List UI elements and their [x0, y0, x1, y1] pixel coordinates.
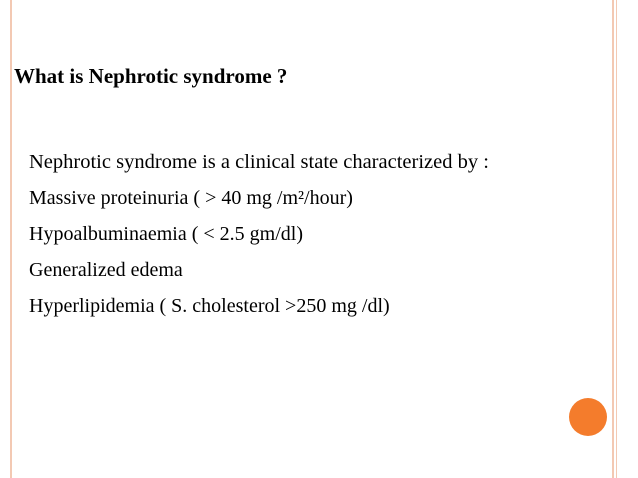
body-line-hyperlipidemia: Hyperlipidemia ( S. cholesterol >250 mg /dl) — [29, 295, 390, 317]
body-line-hypoalbuminaemia: Hypoalbuminaemia ( < 2.5 gm/dl) — [29, 223, 304, 245]
right-border-line-outer — [612, 0, 614, 478]
decorative-circle-icon — [569, 398, 607, 436]
body-line-edema: Generalized edema — [29, 259, 183, 281]
slide-body — [29, 144, 489, 324]
slide-title: What is Nephrotic syndrome ? — [14, 64, 288, 88]
right-border-line-inner — [616, 0, 617, 478]
body-line-intro: Nephrotic syndrome is a clinical state characterized by : — [29, 151, 489, 173]
body-line-proteinuria: Massive proteinuria ( > 40 mg /m²/hour) — [29, 187, 353, 209]
left-border-line — [10, 0, 12, 478]
